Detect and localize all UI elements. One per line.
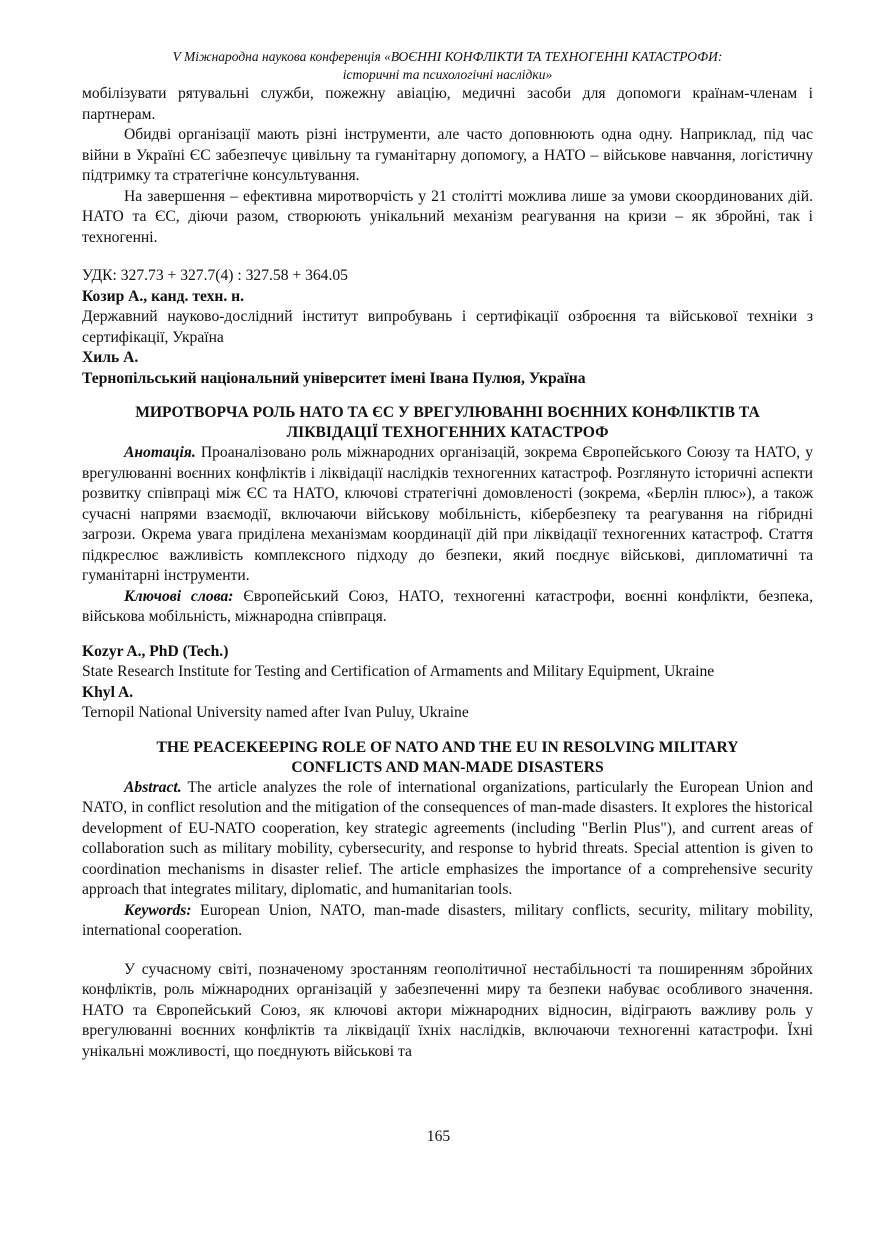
conference-header xyxy=(82,48,813,84)
article-title-ua-line2: ЛІКВІДАЦІЇ ТЕХНОГЕННИХ КАТАСТРОФ xyxy=(286,424,609,441)
article-title-ua-line1: МИРОТВОРЧА РОЛЬ НАТО ТА ЄС У ВРЕГУЛЮВАННІ ВОЄННИХ КОНФЛІКТІВ ТА xyxy=(135,404,760,421)
intro-paragraph: Обидві організації мають різні інструменти, але часто доповнюють одна одну. Наприклад, під час війни в Україні ЄС забезпечує цивільну та гуманітарну допомогу, а НАТО – військове навчання, логістичну підтримку та стратегічне консультування. xyxy=(82,126,813,184)
abstract-ua-text: Проаналізовано роль міжнародних організацій, зокрема Європейського Союзу та НАТО, у врегулюванні воєнних конфліктів і ліквідації наслідків техногенних катастроф. Розглянуто історичні аспекти розвитку співпраці між ЄС та НАТО, ключові стратегічні домовленості (зокрема, «Берлін плюс»), а також сучасні напрями взаємодії, включаючи військову мобільність, кібербезпеку та реагування на гібридні загрози. Окрема увага приділена механізмам координації дій при ліквідації техногенних катастроф. Стаття підкреслює важливість комплексного підходу до безпеки, який поєднує військові, дипломатичні та гуманітарні інструменти. xyxy=(82,444,813,584)
keywords-ua-label: Ключові слова: xyxy=(124,587,234,605)
conference-header-line2: історичні та психологічні наслідки» xyxy=(342,67,553,82)
body-paragraph: У сучасному світі, позначеному зростанням геополітичної нестабільності та поширенням збройних конфліктів, роль міжнародних організацій у забезпеченні миру та безпеки набуває особливого значення. НАТО та Європейський Союз, як ключові актори міжнародних відносин, відіграють важливу роль у врегулюванні воєнних конфліктів та ліквідації їхніх наслідків, включаючи техногенні катастрофи. Їхні унікальні можливості, що поєднують військові та xyxy=(82,960,813,1060)
keywords-en xyxy=(82,901,813,942)
intro-paragraph-continuation: мобілізувати рятувальні служби, пожежну авіацію, медичні засоби для допомоги країнам-членам і партнерам. xyxy=(82,85,813,123)
author-name-en: Khyl A. xyxy=(82,683,134,701)
author-affiliation-en: Ternopil National University named after Ivan Puluy, Ukraine xyxy=(82,704,469,721)
author-affiliation-ua: Державний науково-дослідний інститут випробувань і сертифікації озброєння та військової техніки з сертифікації, Україна xyxy=(82,308,813,346)
keywords-ua xyxy=(82,587,813,628)
article-title-en-line2: CONFLICTS AND MAN-MADE DISASTERS xyxy=(291,758,604,776)
intro-paragraph: На завершення – ефективна миротворчість у 21 столітті можлива лише за умови скоординованих дій. НАТО та ЄС, діючи разом, створюють унікальний механізм реагування на кризи – як збройні, так і техногенні. xyxy=(82,187,813,246)
article-title-en xyxy=(82,738,813,778)
author-name-en: Kozyr A., PhD (Tech.) xyxy=(82,642,229,660)
abstract-en-text: The article analyzes the role of international organizations, particularly the European Union and NATO, in conflict resolution and the mitigation of the consequences of man-made disasters. It explores the historical development of EU-NATO cooperation, key strategic agreements (including "Berlin Plus"), and current areas of collaboration such as military mobility, cybersecurity, and response to hybrid threats. Special attention is given to coordination mechanisms in disaster relief. The article emphasizes the importance of a comprehensive security approach that integrates military, diplomatic, and humanitarian tools. xyxy=(82,778,813,898)
abstract-en-label: Abstract. xyxy=(124,778,182,796)
abstract-ua xyxy=(82,443,813,587)
author-name-ua: Козир А., канд. техн. н. xyxy=(82,287,245,305)
keywords-ua-text: Європейський Союз, НАТО, техногенні катастрофи, воєнні конфлікти, безпека, військова мобільність, міжнародна співпраця. xyxy=(82,587,813,625)
author-name-ua: Хиль А. xyxy=(82,349,139,366)
document-page xyxy=(82,48,813,1062)
udc-code: УДК: 327.73 + 327.7(4) : 327.58 + 364.05 xyxy=(82,267,348,284)
keywords-en-text: European Union, NATO, man-made disasters, military conflicts, security, military mobility, international cooperation. xyxy=(82,901,813,939)
abstract-en xyxy=(82,778,813,901)
author-affiliation-ua: Тернопільський національний університет імені Івана Пулюя, Україна xyxy=(82,369,586,387)
article-title-en-line1: THE PEACEKEEPING ROLE OF NATO AND THE EU IN RESOLVING MILITARY xyxy=(156,738,739,756)
author-affiliation-en: State Research Institute for Testing and Certification of Armaments and Military Equipment, Ukraine xyxy=(82,663,715,680)
article-title-ua xyxy=(82,403,813,443)
abstract-ua-label: Анотація. xyxy=(124,444,196,461)
keywords-en-label: Keywords: xyxy=(124,901,192,919)
page-number: 165 xyxy=(426,1128,451,1145)
conference-header-line1: V Міжнародна наукова конференція «ВОЄННІ КОНФЛІКТИ ТА ТЕХНОГЕННІ КАТАСТРОФИ: xyxy=(172,49,723,64)
